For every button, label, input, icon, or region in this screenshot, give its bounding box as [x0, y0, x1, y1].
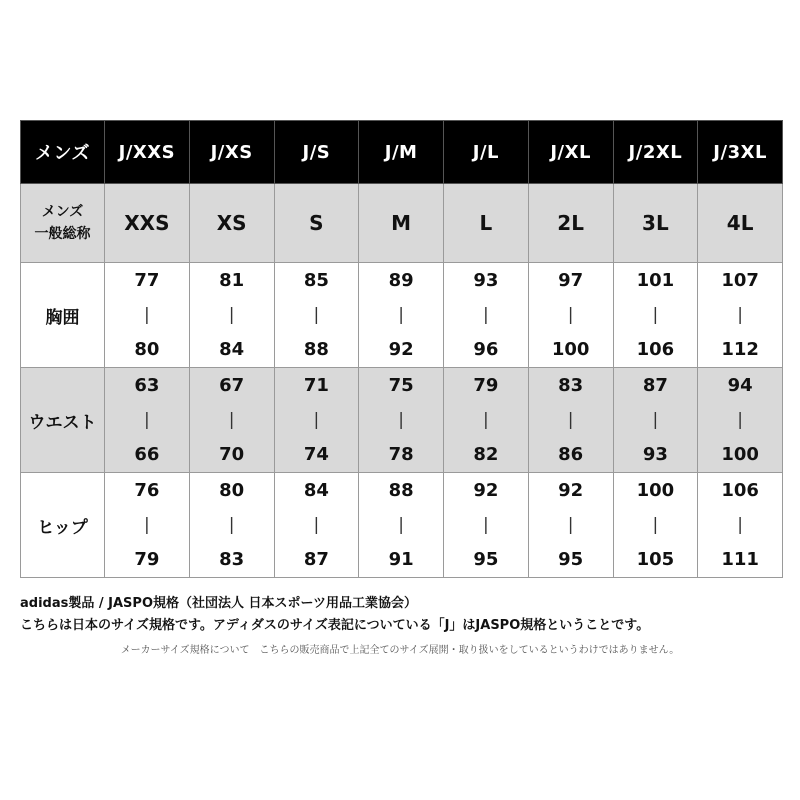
range-max: 70 [219, 444, 245, 465]
range-separator: | [737, 515, 743, 535]
general-size-cell: 3L [613, 184, 698, 263]
range-max: 95 [473, 549, 499, 570]
range-separator: | [228, 305, 235, 325]
general-label-line2: 一般総称 [34, 226, 91, 242]
range-stack [614, 480, 698, 570]
range-max: 111 [721, 549, 759, 570]
range-stack [529, 270, 613, 360]
general-size-cell: XS [189, 184, 274, 263]
range-min: 76 [134, 480, 160, 501]
range-stack [614, 375, 698, 465]
header-cell-jxl: J/XL [528, 121, 613, 184]
header-row [21, 121, 783, 184]
range-min: 92 [558, 480, 584, 501]
range-separator: | [567, 515, 574, 535]
header-cell-jxs: J/XS [189, 121, 274, 184]
range-min: 107 [721, 270, 759, 291]
measurement-cell [444, 368, 529, 473]
range-min: 87 [642, 375, 668, 396]
range-separator: | [398, 410, 404, 430]
header-cell-jxxs: J/XXS [105, 121, 190, 184]
range-stack [359, 480, 443, 570]
general-size-row [21, 184, 783, 263]
measurement-cell [613, 368, 698, 473]
range-stack [275, 375, 359, 465]
range-stack [275, 270, 359, 360]
range-min: 93 [473, 270, 499, 291]
header-cell-j2xl: J/2XL [613, 121, 698, 184]
measurement-cell [359, 368, 444, 473]
general-size-cell: S [274, 184, 359, 263]
measurement-cell [359, 473, 444, 578]
range-separator: | [737, 410, 743, 430]
range-min: 101 [636, 270, 675, 291]
range-separator: | [313, 410, 320, 430]
measurement-cell [444, 473, 529, 578]
measurement-cell [105, 473, 190, 578]
range-max: 66 [134, 444, 160, 465]
measurement-cell [613, 473, 698, 578]
range-separator: | [313, 515, 320, 535]
range-stack [698, 480, 782, 570]
range-stack [698, 375, 782, 465]
range-separator: | [483, 410, 489, 430]
size-chart-table [20, 120, 783, 578]
general-size-cell: M [359, 184, 444, 263]
note-disclaimer: メーカーサイズ規格について こちらの販売商品で上記全てのサイズ展開・取り扱いをしているというわけではありません。 [120, 645, 680, 656]
range-min: 63 [134, 375, 160, 396]
general-size-cell: XXS [105, 184, 190, 263]
range-min: 71 [303, 375, 329, 396]
measurement-cell [105, 263, 190, 368]
measurement-cell [274, 263, 359, 368]
measurement-cell [528, 263, 613, 368]
header-cell-jm: J/M [359, 121, 444, 184]
range-separator: | [144, 305, 150, 325]
range-min: 97 [558, 270, 584, 291]
measurement-cell [359, 263, 444, 368]
range-stack [105, 270, 189, 360]
range-separator: | [483, 305, 489, 325]
measurement-cell [274, 473, 359, 578]
range-min: 94 [727, 375, 753, 396]
range-max: 93 [642, 444, 668, 465]
measurement-cell [698, 473, 783, 578]
measurement-cell [613, 263, 698, 368]
range-min: 75 [388, 375, 414, 396]
range-max: 84 [219, 339, 245, 360]
measurement-row-chest [21, 263, 783, 368]
range-stack [529, 375, 613, 465]
range-stack [444, 480, 528, 570]
range-min: 83 [558, 375, 584, 396]
range-separator: | [144, 410, 150, 430]
range-min: 81 [219, 270, 245, 291]
range-separator: | [398, 515, 404, 535]
range-separator: | [483, 515, 489, 535]
range-max: 83 [219, 549, 245, 570]
range-stack [444, 270, 528, 360]
range-stack [614, 270, 698, 360]
measurement-cell [274, 368, 359, 473]
general-size-cell: 4L [698, 184, 783, 263]
range-stack [698, 270, 782, 360]
row-label-waist: ウエスト [21, 368, 105, 473]
measurement-cell [528, 368, 613, 473]
range-max: 96 [473, 339, 499, 360]
range-stack [529, 480, 613, 570]
general-label-line1: メンズ [41, 204, 84, 220]
range-separator: | [652, 515, 659, 535]
range-separator: | [398, 305, 404, 325]
range-stack [359, 375, 443, 465]
range-separator: | [652, 410, 659, 430]
measurement-cell [698, 263, 783, 368]
range-max: 80 [134, 339, 160, 360]
header-cell-js: J/S [274, 121, 359, 184]
range-stack [275, 480, 359, 570]
range-min: 67 [219, 375, 245, 396]
range-max: 92 [388, 339, 414, 360]
header-cell-j3xl: J/3XL [698, 121, 783, 184]
range-separator: | [567, 410, 574, 430]
measurement-cell [698, 368, 783, 473]
range-separator: | [228, 515, 235, 535]
range-stack [190, 270, 274, 360]
notes-section [20, 593, 780, 656]
range-max: 74 [303, 444, 329, 465]
range-separator: | [652, 305, 659, 325]
range-stack [444, 375, 528, 465]
measurement-cell [189, 263, 274, 368]
range-min: 79 [473, 375, 499, 396]
measurement-row-waist [21, 368, 783, 473]
range-min: 89 [388, 270, 414, 291]
range-separator: | [313, 305, 320, 325]
range-min: 92 [473, 480, 499, 501]
range-max: 100 [721, 444, 759, 465]
range-min: 80 [219, 480, 245, 501]
range-max: 95 [558, 549, 584, 570]
range-stack [190, 480, 274, 570]
range-separator: | [737, 305, 743, 325]
measurement-cell [189, 473, 274, 578]
row-label-chest: 胸囲 [21, 263, 105, 368]
range-max: 78 [388, 444, 414, 465]
header-cell-jl: J/L [444, 121, 529, 184]
range-separator: | [567, 305, 574, 325]
range-max: 87 [303, 549, 329, 570]
range-stack [359, 270, 443, 360]
measurement-cell [105, 368, 190, 473]
measurement-cell [189, 368, 274, 473]
range-max: 82 [473, 444, 499, 465]
measurement-cell [528, 473, 613, 578]
note-standard: adidas製品 / JASPO規格（社団法人 日本スポーツ用品工業協会） [20, 596, 417, 611]
range-max: 100 [551, 339, 590, 360]
header-cell-mens: メンズ [21, 121, 105, 184]
range-max: 86 [558, 444, 584, 465]
note-jaspo-explanation: こちらは日本のサイズ規格です。アディダスのサイズ表記についている「J」はJASPO規格ということです。 [20, 618, 650, 633]
range-separator: | [228, 410, 235, 430]
range-min: 85 [303, 270, 329, 291]
range-stack [105, 375, 189, 465]
range-min: 88 [388, 480, 414, 501]
range-max: 88 [303, 339, 329, 360]
general-size-cell: L [444, 184, 529, 263]
range-max: 91 [388, 549, 414, 570]
general-size-cell: 2L [528, 184, 613, 263]
general-size-label [21, 184, 105, 263]
measurement-cell [444, 263, 529, 368]
range-separator: | [144, 515, 150, 535]
range-max: 79 [134, 549, 160, 570]
measurement-row-hip [21, 473, 783, 578]
range-max: 106 [636, 339, 675, 360]
row-label-hip: ヒップ [21, 473, 105, 578]
range-min: 77 [134, 270, 160, 291]
range-stack [190, 375, 274, 465]
range-max: 112 [721, 339, 759, 360]
range-min: 106 [721, 480, 759, 501]
range-max: 105 [636, 549, 675, 570]
range-min: 100 [636, 480, 675, 501]
range-stack [105, 480, 189, 570]
range-min: 84 [303, 480, 329, 501]
